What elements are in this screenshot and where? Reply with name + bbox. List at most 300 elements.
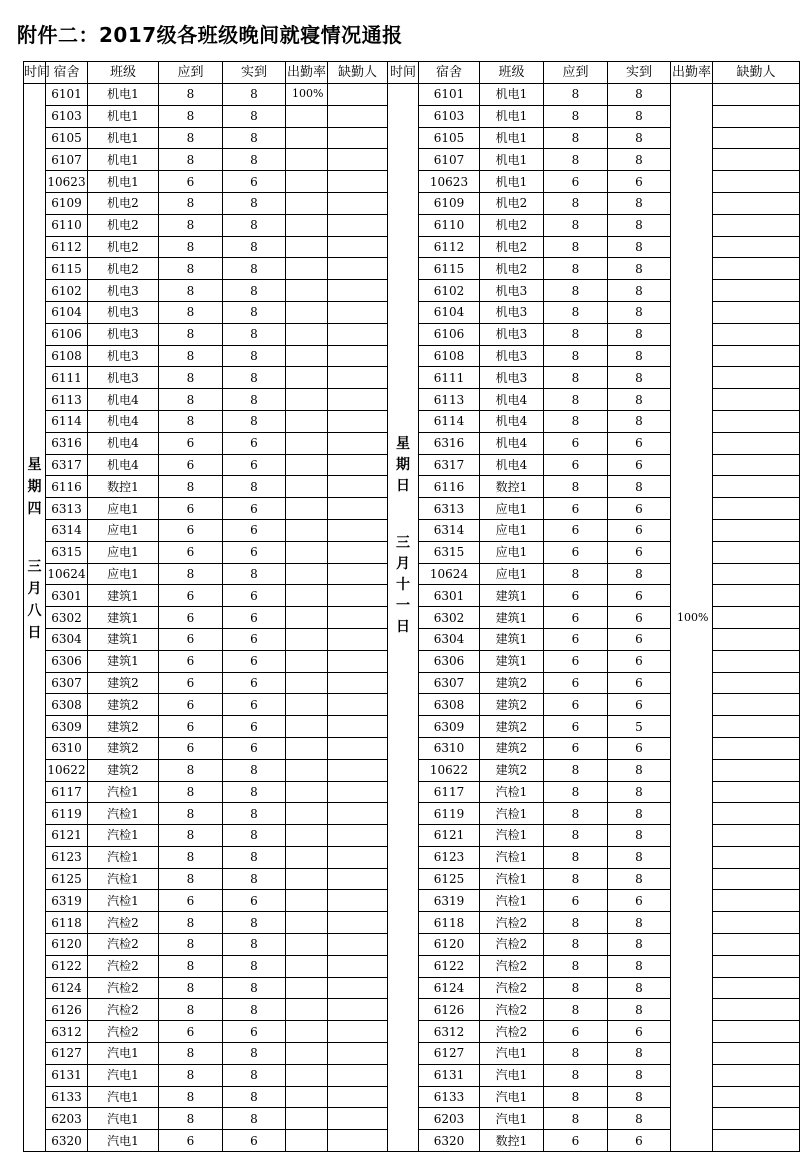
attendance-table: [23, 61, 800, 1152]
right-cell: 6: [544, 737, 608, 759]
right-cell: 建筑1: [480, 650, 544, 672]
left-cell: 6: [159, 541, 223, 563]
left-cell: 6103: [46, 105, 88, 127]
left-absent-cell: [328, 672, 388, 694]
right-absent-cell: [713, 192, 800, 214]
left-cell: 6315: [46, 541, 88, 563]
right-cell: 6: [608, 694, 671, 716]
left-cell: 8: [159, 345, 223, 367]
left-cell: 8: [223, 280, 286, 302]
right-cell: 机电4: [480, 389, 544, 411]
right-absent-cell: [713, 214, 800, 236]
right-absent-cell: [713, 367, 800, 389]
left-cell: 6110: [46, 214, 88, 236]
right-cell: 8: [544, 127, 608, 149]
left-rate-cell: [286, 149, 328, 171]
left-rate-cell: [286, 105, 328, 127]
left-absent-cell: [328, 323, 388, 345]
right-cell: 应电1: [480, 541, 544, 563]
right-absent-cell: [713, 977, 800, 999]
right-cell: 6105: [419, 127, 480, 149]
right-cell: 6108: [419, 345, 480, 367]
right-cell: 8: [608, 389, 671, 411]
right-cell: 机电1: [480, 171, 544, 193]
left-cell: 6306: [46, 650, 88, 672]
left-cell: 建筑2: [88, 672, 159, 694]
right-cell: 机电1: [480, 149, 544, 171]
right-cell: 6: [608, 498, 671, 520]
left-cell: 建筑2: [88, 759, 159, 781]
right-cell: 8: [544, 476, 608, 498]
left-cell: 8: [223, 367, 286, 389]
left-cell: 8: [223, 563, 286, 585]
left-cell: 6127: [46, 1043, 88, 1065]
right-cell: 8: [608, 280, 671, 302]
left-cell: 8: [223, 1086, 286, 1108]
left-cell: 8: [159, 868, 223, 890]
left-absent-cell: [328, 541, 388, 563]
right-cell: 8: [608, 1064, 671, 1086]
right-cell: 6115: [419, 258, 480, 280]
left-cell: 8: [159, 258, 223, 280]
left-cell: 6309: [46, 716, 88, 738]
right-cell: 6: [608, 454, 671, 476]
right-cell: 6121: [419, 825, 480, 847]
right-cell: 8: [608, 84, 671, 106]
right-cell: 6: [544, 1021, 608, 1043]
right-absent-cell: [713, 432, 800, 454]
left-rate-cell: [286, 846, 328, 868]
right-cell: 8: [544, 803, 608, 825]
left-rate-cell: [286, 389, 328, 411]
right-cell: 6: [544, 672, 608, 694]
right-cell: 机电2: [480, 192, 544, 214]
left-cell: 建筑1: [88, 628, 159, 650]
right-cell: 6: [608, 585, 671, 607]
left-cell: 6: [223, 541, 286, 563]
left-rate-cell: [286, 541, 328, 563]
left-cell: 汽电1: [88, 1043, 159, 1065]
left-cell: 8: [223, 192, 286, 214]
left-absent-cell: [328, 149, 388, 171]
right-cell: 机电3: [480, 280, 544, 302]
right-cell: 10623: [419, 171, 480, 193]
left-absent-cell: [328, 759, 388, 781]
left-cell: 建筑1: [88, 585, 159, 607]
left-cell: 8: [223, 236, 286, 258]
right-cell: 8: [544, 1043, 608, 1065]
left-rate-cell: [286, 323, 328, 345]
right-absent-cell: [713, 999, 800, 1021]
left-absent-cell: [328, 1130, 388, 1152]
right-cell: 8: [544, 955, 608, 977]
right-cell: 8: [544, 236, 608, 258]
right-absent-cell: [713, 1130, 800, 1152]
right-absent-cell: [713, 519, 800, 541]
left-cell: 8: [159, 192, 223, 214]
right-cell: 6301: [419, 585, 480, 607]
left-cell: 6: [159, 694, 223, 716]
left-cell: 8: [223, 934, 286, 956]
right-cell: 6114: [419, 410, 480, 432]
right-cell: 汽检2: [480, 1021, 544, 1043]
left-cell: 汽电1: [88, 1108, 159, 1130]
left-cell: 8: [159, 280, 223, 302]
right-absent-cell: [713, 1086, 800, 1108]
column-header: 班级: [88, 62, 159, 84]
right-absent-cell: [713, 716, 800, 738]
left-cell: 8: [159, 955, 223, 977]
left-absent-cell: [328, 454, 388, 476]
right-cell: 汽电1: [480, 1043, 544, 1065]
left-cell: 应电1: [88, 541, 159, 563]
left-cell: 10623: [46, 171, 88, 193]
left-cell: 6: [159, 1130, 223, 1152]
left-cell: 8: [159, 367, 223, 389]
left-cell: 汽电1: [88, 1086, 159, 1108]
right-cell: 6: [608, 432, 671, 454]
right-cell: 8: [544, 934, 608, 956]
right-cell: 6307: [419, 672, 480, 694]
left-cell: 机电4: [88, 410, 159, 432]
left-absent-cell: [328, 563, 388, 585]
right-cell: 6: [544, 890, 608, 912]
right-cell: 8: [544, 977, 608, 999]
left-absent-cell: [328, 607, 388, 629]
left-cell: 汽检1: [88, 825, 159, 847]
left-cell: 机电3: [88, 367, 159, 389]
right-absent-cell: [713, 846, 800, 868]
left-cell: 6: [159, 171, 223, 193]
left-cell: 8: [159, 389, 223, 411]
right-cell: 6: [544, 519, 608, 541]
left-cell: 6133: [46, 1086, 88, 1108]
right-cell: 6118: [419, 912, 480, 934]
right-cell: 8: [608, 301, 671, 323]
left-cell: 8: [159, 999, 223, 1021]
left-cell: 6119: [46, 803, 88, 825]
left-cell: 数控1: [88, 476, 159, 498]
left-cell: 机电4: [88, 432, 159, 454]
left-cell: 8: [159, 934, 223, 956]
left-cell: 6: [223, 716, 286, 738]
right-cell: 6106: [419, 323, 480, 345]
left-cell: 6: [159, 432, 223, 454]
right-cell: 8: [544, 999, 608, 1021]
right-cell: 机电4: [480, 432, 544, 454]
right-cell: 8: [608, 105, 671, 127]
left-rate-cell: [286, 607, 328, 629]
table-row: [24, 84, 800, 106]
right-cell: 8: [608, 999, 671, 1021]
left-cell: 6307: [46, 672, 88, 694]
right-cell: 6: [608, 607, 671, 629]
column-header: 缺勤人: [328, 62, 388, 84]
left-cell: 机电3: [88, 323, 159, 345]
right-cell: 6: [608, 672, 671, 694]
right-cell: 8: [544, 323, 608, 345]
right-cell: 建筑2: [480, 716, 544, 738]
left-absent-cell: [328, 1086, 388, 1108]
right-cell: 8: [608, 803, 671, 825]
left-cell: 6105: [46, 127, 88, 149]
right-cell: 8: [544, 759, 608, 781]
left-cell: 8: [223, 149, 286, 171]
right-cell: 6127: [419, 1043, 480, 1065]
left-absent-cell: [328, 934, 388, 956]
left-rate-cell: [286, 890, 328, 912]
left-rate-cell: [286, 999, 328, 1021]
right-absent-cell: [713, 236, 800, 258]
left-rate-cell: [286, 803, 328, 825]
right-cell: 6312: [419, 1021, 480, 1043]
right-cell: 8: [544, 192, 608, 214]
left-cell: 8: [159, 781, 223, 803]
left-rate-cell: [286, 563, 328, 585]
right-cell: 6313: [419, 498, 480, 520]
right-cell: 6319: [419, 890, 480, 912]
left-cell: 6108: [46, 345, 88, 367]
left-day-label: 星 期 四: [27, 457, 42, 517]
left-absent-cell: [328, 301, 388, 323]
left-cell: 6120: [46, 934, 88, 956]
left-absent-cell: [328, 519, 388, 541]
right-cell: 汽检1: [480, 781, 544, 803]
left-absent-cell: [328, 825, 388, 847]
column-header: 班级: [480, 62, 544, 84]
right-absent-cell: [713, 628, 800, 650]
left-absent-cell: [328, 258, 388, 280]
left-cell: 6316: [46, 432, 88, 454]
right-cell: 6: [608, 628, 671, 650]
left-absent-cell: [328, 1064, 388, 1086]
left-absent-cell: [328, 803, 388, 825]
left-absent-cell: [328, 846, 388, 868]
left-cell: 机电2: [88, 258, 159, 280]
left-rate-cell: [286, 825, 328, 847]
left-cell: 建筑2: [88, 716, 159, 738]
right-cell: 8: [608, 1108, 671, 1130]
right-day-label: 星 期 日: [396, 436, 410, 494]
right-cell: 8: [608, 476, 671, 498]
right-rate-cell: 100%: [671, 84, 713, 1152]
left-cell: 机电1: [88, 84, 159, 106]
left-cell: 8: [159, 977, 223, 999]
left-cell: 6: [223, 1130, 286, 1152]
left-cell: 6: [159, 672, 223, 694]
right-cell: 6104: [419, 301, 480, 323]
left-cell: 建筑1: [88, 607, 159, 629]
column-header: 时间: [388, 62, 419, 84]
right-cell: 8: [608, 149, 671, 171]
right-cell: 8: [608, 868, 671, 890]
left-cell: 6113: [46, 389, 88, 411]
page-title: 附件二：2017级各班级晚间就寝情况通报: [17, 23, 403, 47]
right-cell: 6317: [419, 454, 480, 476]
left-cell: 汽检1: [88, 803, 159, 825]
right-absent-cell: [713, 912, 800, 934]
attendance-table-body: [24, 62, 800, 1152]
left-date-cell: [24, 84, 46, 1152]
right-cell: 8: [544, 280, 608, 302]
right-cell: 8: [544, 389, 608, 411]
right-cell: 6102: [419, 280, 480, 302]
right-cell: 6304: [419, 628, 480, 650]
left-absent-cell: [328, 890, 388, 912]
right-cell: 8: [544, 1064, 608, 1086]
left-cell: 8: [223, 410, 286, 432]
left-rate-cell: [286, 476, 328, 498]
left-cell: 汽检2: [88, 977, 159, 999]
right-absent-cell: [713, 498, 800, 520]
left-cell: 8: [223, 258, 286, 280]
right-cell: 汽检2: [480, 999, 544, 1021]
left-cell: 8: [223, 1043, 286, 1065]
left-cell: 6122: [46, 955, 88, 977]
left-rate-cell: [286, 345, 328, 367]
right-cell: 汽检1: [480, 890, 544, 912]
right-cell: 8: [608, 1086, 671, 1108]
left-cell: 6: [223, 607, 286, 629]
left-absent-cell: [328, 476, 388, 498]
right-cell: 6: [544, 716, 608, 738]
left-rate-cell: [286, 977, 328, 999]
left-cell: 8: [223, 127, 286, 149]
right-cell: 8: [608, 781, 671, 803]
right-cell: 应电1: [480, 498, 544, 520]
right-cell: 机电1: [480, 105, 544, 127]
left-cell: 8: [223, 84, 286, 106]
left-absent-cell: [328, 1021, 388, 1043]
left-cell: 8: [223, 105, 286, 127]
right-cell: 6320: [419, 1130, 480, 1152]
left-rate-cell: [286, 912, 328, 934]
right-cell: 机电2: [480, 214, 544, 236]
left-cell: 6: [223, 519, 286, 541]
left-absent-cell: [328, 716, 388, 738]
left-absent-cell: [328, 977, 388, 999]
left-cell: 汽检1: [88, 890, 159, 912]
left-cell: 6: [159, 498, 223, 520]
left-absent-cell: [328, 868, 388, 890]
right-absent-cell: [713, 323, 800, 345]
right-cell: 8: [544, 149, 608, 171]
right-cell: 汽检1: [480, 868, 544, 890]
right-cell: 6101: [419, 84, 480, 106]
right-absent-cell: [713, 803, 800, 825]
left-cell: 6319: [46, 890, 88, 912]
right-cell: 6316: [419, 432, 480, 454]
left-rate-cell: [286, 171, 328, 193]
left-cell: 汽检2: [88, 934, 159, 956]
left-cell: 6126: [46, 999, 88, 1021]
left-cell: 6308: [46, 694, 88, 716]
right-cell: 机电1: [480, 84, 544, 106]
column-header: 应到: [544, 62, 608, 84]
right-cell: 8: [544, 563, 608, 585]
left-cell: 6116: [46, 476, 88, 498]
left-cell: 8: [223, 999, 286, 1021]
left-cell: 6: [223, 737, 286, 759]
left-cell: 6107: [46, 149, 88, 171]
right-cell: 6112: [419, 236, 480, 258]
left-cell: 8: [159, 476, 223, 498]
left-absent-cell: [328, 432, 388, 454]
right-cell: 机电4: [480, 410, 544, 432]
right-cell: 应电1: [480, 519, 544, 541]
right-cell: 8: [608, 192, 671, 214]
right-cell: 8: [544, 825, 608, 847]
left-rate-cell: [286, 367, 328, 389]
left-cell: 汽检2: [88, 912, 159, 934]
left-rate-cell: [286, 280, 328, 302]
left-rate-cell: [286, 934, 328, 956]
right-cell: 数控1: [480, 476, 544, 498]
right-cell: 汽检2: [480, 955, 544, 977]
left-cell: 8: [223, 781, 286, 803]
left-cell: 6118: [46, 912, 88, 934]
left-absent-cell: [328, 345, 388, 367]
left-absent-cell: [328, 781, 388, 803]
column-header: 宿舍: [419, 62, 480, 84]
left-absent-cell: [328, 999, 388, 1021]
column-header: 缺勤人: [713, 62, 800, 84]
left-rate-cell: [286, 868, 328, 890]
left-rate-cell: [286, 258, 328, 280]
left-absent-cell: [328, 171, 388, 193]
left-cell: 8: [159, 1064, 223, 1086]
left-cell: 应电1: [88, 563, 159, 585]
left-cell: 机电4: [88, 454, 159, 476]
right-cell: 10622: [419, 759, 480, 781]
right-absent-cell: [713, 258, 800, 280]
left-rate-cell: [286, 1043, 328, 1065]
left-cell: 8: [223, 846, 286, 868]
right-cell: 汽检1: [480, 803, 544, 825]
right-absent-cell: [713, 650, 800, 672]
left-absent-cell: [328, 214, 388, 236]
left-cell: 6: [159, 628, 223, 650]
left-cell: 8: [223, 389, 286, 411]
right-cell: 6: [608, 650, 671, 672]
right-absent-cell: [713, 345, 800, 367]
left-rate-cell: [286, 1086, 328, 1108]
right-cell: 机电3: [480, 323, 544, 345]
left-cell: 6314: [46, 519, 88, 541]
right-cell: 8: [608, 323, 671, 345]
right-cell: 建筑2: [480, 737, 544, 759]
right-cell: 6: [544, 432, 608, 454]
right-absent-cell: [713, 476, 800, 498]
left-cell: 机电2: [88, 214, 159, 236]
left-cell: 机电1: [88, 105, 159, 127]
right-cell: 8: [544, 105, 608, 127]
left-cell: 机电3: [88, 301, 159, 323]
column-header: 出勤率: [286, 62, 328, 84]
left-cell: 8: [159, 105, 223, 127]
right-absent-cell: [713, 759, 800, 781]
right-cell: 建筑2: [480, 694, 544, 716]
left-cell: 应电1: [88, 519, 159, 541]
left-rate-cell: [286, 672, 328, 694]
left-cell: 6: [159, 585, 223, 607]
left-rate-cell: [286, 1130, 328, 1152]
left-cell: 8: [159, 825, 223, 847]
right-absent-cell: [713, 1064, 800, 1086]
right-cell: 6122: [419, 955, 480, 977]
left-cell: 6111: [46, 367, 88, 389]
left-cell: 6: [223, 498, 286, 520]
